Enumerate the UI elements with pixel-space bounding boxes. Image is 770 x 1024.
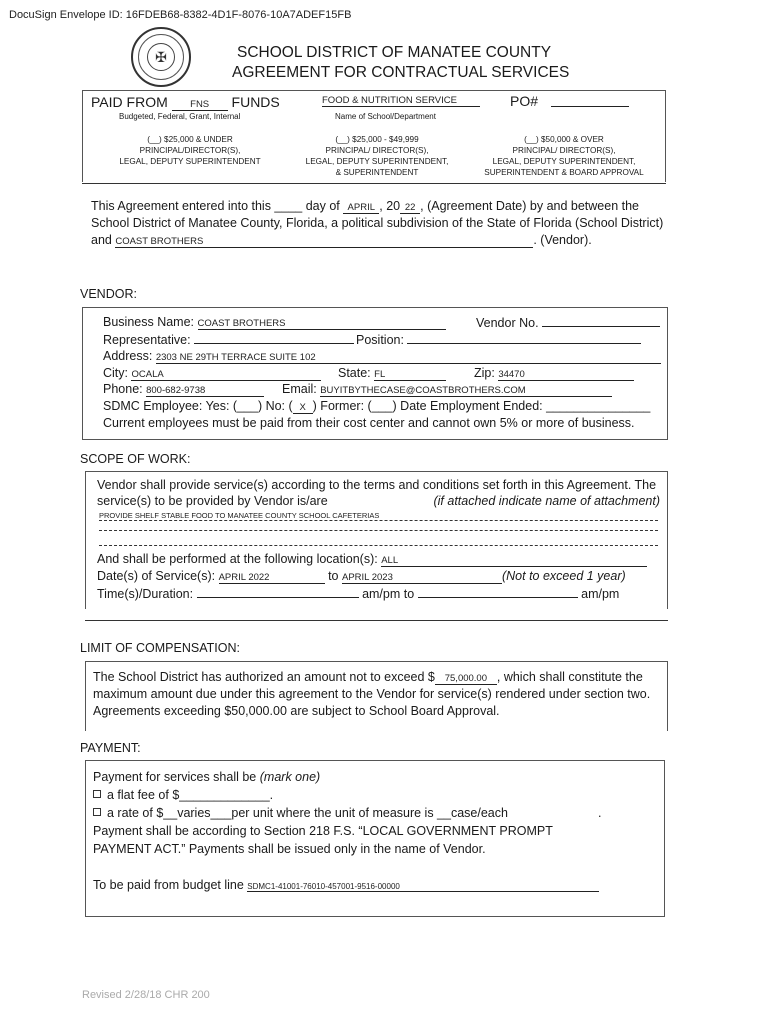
representative-field[interactable]	[194, 332, 354, 344]
flat-fee-text: a flat fee of $_____________.	[107, 788, 274, 802]
vendor-no-field[interactable]	[542, 315, 660, 327]
payment-text: Payment for services shall be	[93, 770, 257, 784]
position-row	[356, 332, 641, 347]
scope-blank-line-2	[99, 545, 658, 546]
vendor-heading: VENDOR:	[80, 287, 137, 301]
approval-tier-1-range: (__) $25,000 & UNDER	[147, 135, 233, 144]
business-name-label: Business Name:	[103, 315, 195, 329]
city-label: City:	[103, 366, 128, 380]
zip-label: Zip:	[474, 366, 495, 380]
unit-rate-checkbox[interactable]	[93, 808, 101, 816]
limit-text-b: , which shall constitute the	[496, 670, 643, 684]
current-employees-note: Current employees must be paid from their cost center and cannot own 5% or more of business.	[103, 416, 635, 430]
phone-field[interactable]: 800-682-9738	[146, 385, 264, 397]
funds-label: FUNDS	[231, 94, 280, 110]
representative-row	[103, 332, 354, 347]
approval-tier-3-line4: SUPERINTENDENT & BOARD APPROVAL	[484, 168, 644, 177]
payment-mark-one: (mark one)	[259, 770, 321, 784]
time-ampm-to: am/pm to	[362, 587, 415, 601]
date-to-field[interactable]: APRIL 2023	[342, 572, 502, 584]
zip-row	[474, 366, 634, 381]
vendor-no-row	[476, 315, 660, 330]
unit-rate-text: a rate of $__varies___per unit where the unit of measure is __case/each	[107, 806, 508, 820]
approval-tier-3-line2: PRINCIPAL/ DIRECTOR(S),	[512, 146, 616, 155]
agreement-line-1	[91, 199, 639, 214]
department-note: Name of School/Department	[335, 112, 436, 121]
po-number-field[interactable]	[551, 95, 629, 107]
sdmc-employee-text-b: ) Former: (___) Date Employment Ended: _______________	[312, 399, 651, 413]
document-title: SCHOOL DISTRICT OF MANATEE COUNTY	[237, 44, 552, 61]
email-row	[282, 382, 612, 397]
approval-tier-2-line3: LEGAL, DEPUTY SUPERINTENDENT,	[305, 157, 449, 166]
scope-description-field[interactable]: PROVIDE SHELF STABLE FOOD TO MANATEE COUNTY SCHOOL CAFETERIAS	[99, 511, 658, 521]
address-field[interactable]: 2303 NE 29TH TERRACE SUITE 102	[156, 352, 661, 364]
city-field[interactable]: OCALA	[131, 369, 321, 381]
agreement-year-field[interactable]: 22	[400, 202, 420, 214]
flat-fee-checkbox[interactable]	[93, 790, 101, 798]
agreement-and: and	[91, 233, 112, 247]
department-field[interactable]: FOOD & NUTRITION SERVICE	[322, 95, 480, 107]
scope-line-2	[97, 494, 660, 508]
phone-row	[103, 382, 264, 397]
paid-from-label: PAID FROM	[91, 94, 168, 110]
po-label: PO#	[510, 93, 539, 109]
business-name-field[interactable]: COAST BROTHERS	[198, 318, 446, 330]
business-name-row	[103, 315, 446, 330]
scope-attachment-note: (if attached indicate name of attachment)	[433, 494, 660, 508]
dates-row	[97, 569, 626, 584]
representative-label: Representative:	[103, 333, 191, 347]
approval-tier-3-range: (__) $50,000 & OVER	[524, 135, 604, 144]
agreement-month-field[interactable]: APRIL	[343, 202, 379, 214]
agreement-text-a: This Agreement entered into this ____ day of	[91, 199, 340, 213]
address-label: Address:	[103, 349, 153, 363]
scope-blank-line-1	[99, 530, 658, 531]
agreement-vendor-suffix: . (Vendor).	[533, 233, 592, 247]
state-row	[338, 366, 446, 381]
position-label: Position:	[356, 333, 404, 347]
docusign-envelope-id: DocuSign Envelope ID: 16FDEB68-8382-4D1F-8076-10A7ADEF15FB	[9, 9, 352, 21]
sdmc-employee-text: SDMC Employee: Yes: (___) No: (	[103, 399, 293, 413]
time-start-field[interactable]	[197, 586, 359, 598]
limit-heading: LIMIT OF COMPENSATION:	[80, 641, 240, 655]
payment-line-1	[93, 770, 320, 784]
approval-tier-2-line2: PRINCIPAL/ DIRECTOR(S),	[325, 146, 429, 155]
unit-rate-row	[93, 806, 508, 820]
agreement-vendor-field[interactable]: COAST BROTHERS	[115, 236, 533, 248]
scope-heading: SCOPE OF WORK:	[80, 452, 191, 466]
zip-field[interactable]: 34470	[498, 369, 634, 381]
not-exceed-note: (Not to exceed 1 year)	[501, 569, 626, 583]
limit-text-a: The School District has authorized an amount not to exceed $	[93, 670, 435, 684]
approval-tier-1-line2: PRINCIPAL/DIRECTOR(S),	[139, 146, 241, 155]
funds-field[interactable]: FNS	[172, 99, 228, 111]
scope-line-1: Vendor shall provide service(s) according to the terms and conditions set forth in this Agreement. The	[97, 478, 657, 492]
approval-tier-2-line4: & SUPERINTENDENT	[335, 168, 419, 177]
dates-to: to	[328, 569, 339, 583]
agreement-line-3	[91, 233, 592, 248]
sdmc-employee-row	[103, 399, 650, 414]
paid-from-line	[91, 94, 280, 111]
position-field[interactable]	[407, 332, 641, 344]
scope-line-2-text: service(s) to be provided by Vendor is/are	[97, 494, 328, 508]
location-label: And shall be performed at the following location(s):	[97, 552, 378, 566]
approval-tier-2	[293, 134, 461, 178]
limit-line-3: Agreements exceeding $50,000.00 are subject to School Board Approval.	[93, 704, 500, 718]
time-label: Time(s)/Duration:	[97, 587, 194, 601]
approval-tier-2-range: (__) $25,000 - $49,999	[335, 135, 419, 144]
approval-tier-3-line3: LEGAL, DEPUTY SUPERINTENDENT,	[492, 157, 636, 166]
payment-line-4: Payment shall be according to Section 218 F.S. “LOCAL GOVERNMENT PROMPT	[93, 824, 553, 838]
funds-note: Budgeted, Federal, Grant, Internal	[119, 112, 241, 121]
header-divider	[82, 183, 666, 184]
address-row	[103, 349, 661, 364]
time-ampm: am/pm	[581, 587, 620, 601]
location-field[interactable]: ALL	[381, 555, 647, 567]
agreement-line-2: School District of Manatee County, Florida, a political subdivision of the State of Florida (School District)	[91, 216, 664, 230]
limit-line-1	[93, 670, 643, 685]
limit-amount-field[interactable]: 75,000.00	[435, 673, 497, 685]
state-field[interactable]: FL	[374, 369, 446, 381]
dates-label: Date(s) of Service(s):	[97, 569, 216, 583]
agreement-text-c: , (Agreement Date) by and between the	[420, 199, 640, 213]
sdmc-no-mark[interactable]: X	[293, 402, 313, 414]
agreement-text-b: , 20	[379, 199, 401, 213]
document-subtitle: AGREEMENT FOR CONTRACTUAL SERVICES	[232, 64, 570, 81]
flat-fee-row	[93, 788, 273, 802]
scope-bottom-line	[85, 620, 668, 621]
date-from-field[interactable]: APRIL 2022	[219, 572, 325, 584]
email-label: Email:	[282, 382, 317, 396]
approval-tier-3	[478, 134, 650, 178]
seal-emblem-icon: ✠	[147, 43, 175, 71]
revision-footer: Revised 2/28/18 CHR 200	[82, 989, 210, 1001]
limit-line-2: maximum amount due under this agreement to the Vendor for service(s) rendered under section two.	[93, 687, 651, 701]
time-end-field[interactable]	[418, 586, 578, 598]
approval-tier-1	[110, 134, 270, 167]
payment-line-5: PAYMENT ACT.” Payments shall be issued only in the name of Vendor.	[93, 842, 486, 856]
approval-tier-1-line3: LEGAL, DEPUTY SUPERINTENDENT	[119, 157, 261, 166]
email-field[interactable]: BUYITBYTHECASE@COASTBROTHERS.COM	[320, 385, 612, 397]
state-label: State:	[338, 366, 371, 380]
vendor-no-label: Vendor No.	[476, 316, 539, 330]
school-district-seal	[131, 27, 191, 87]
time-row	[97, 586, 619, 601]
location-row	[97, 552, 647, 567]
budget-line-row	[93, 878, 599, 892]
budget-line-label: To be paid from budget line	[93, 878, 244, 892]
budget-line-field[interactable]: SDMC1-41001-76010-457001-9516-00000	[247, 882, 599, 892]
unit-rate-dot: .	[598, 806, 602, 820]
city-row	[103, 366, 321, 381]
payment-heading: PAYMENT:	[80, 741, 141, 755]
phone-label: Phone:	[103, 382, 143, 396]
